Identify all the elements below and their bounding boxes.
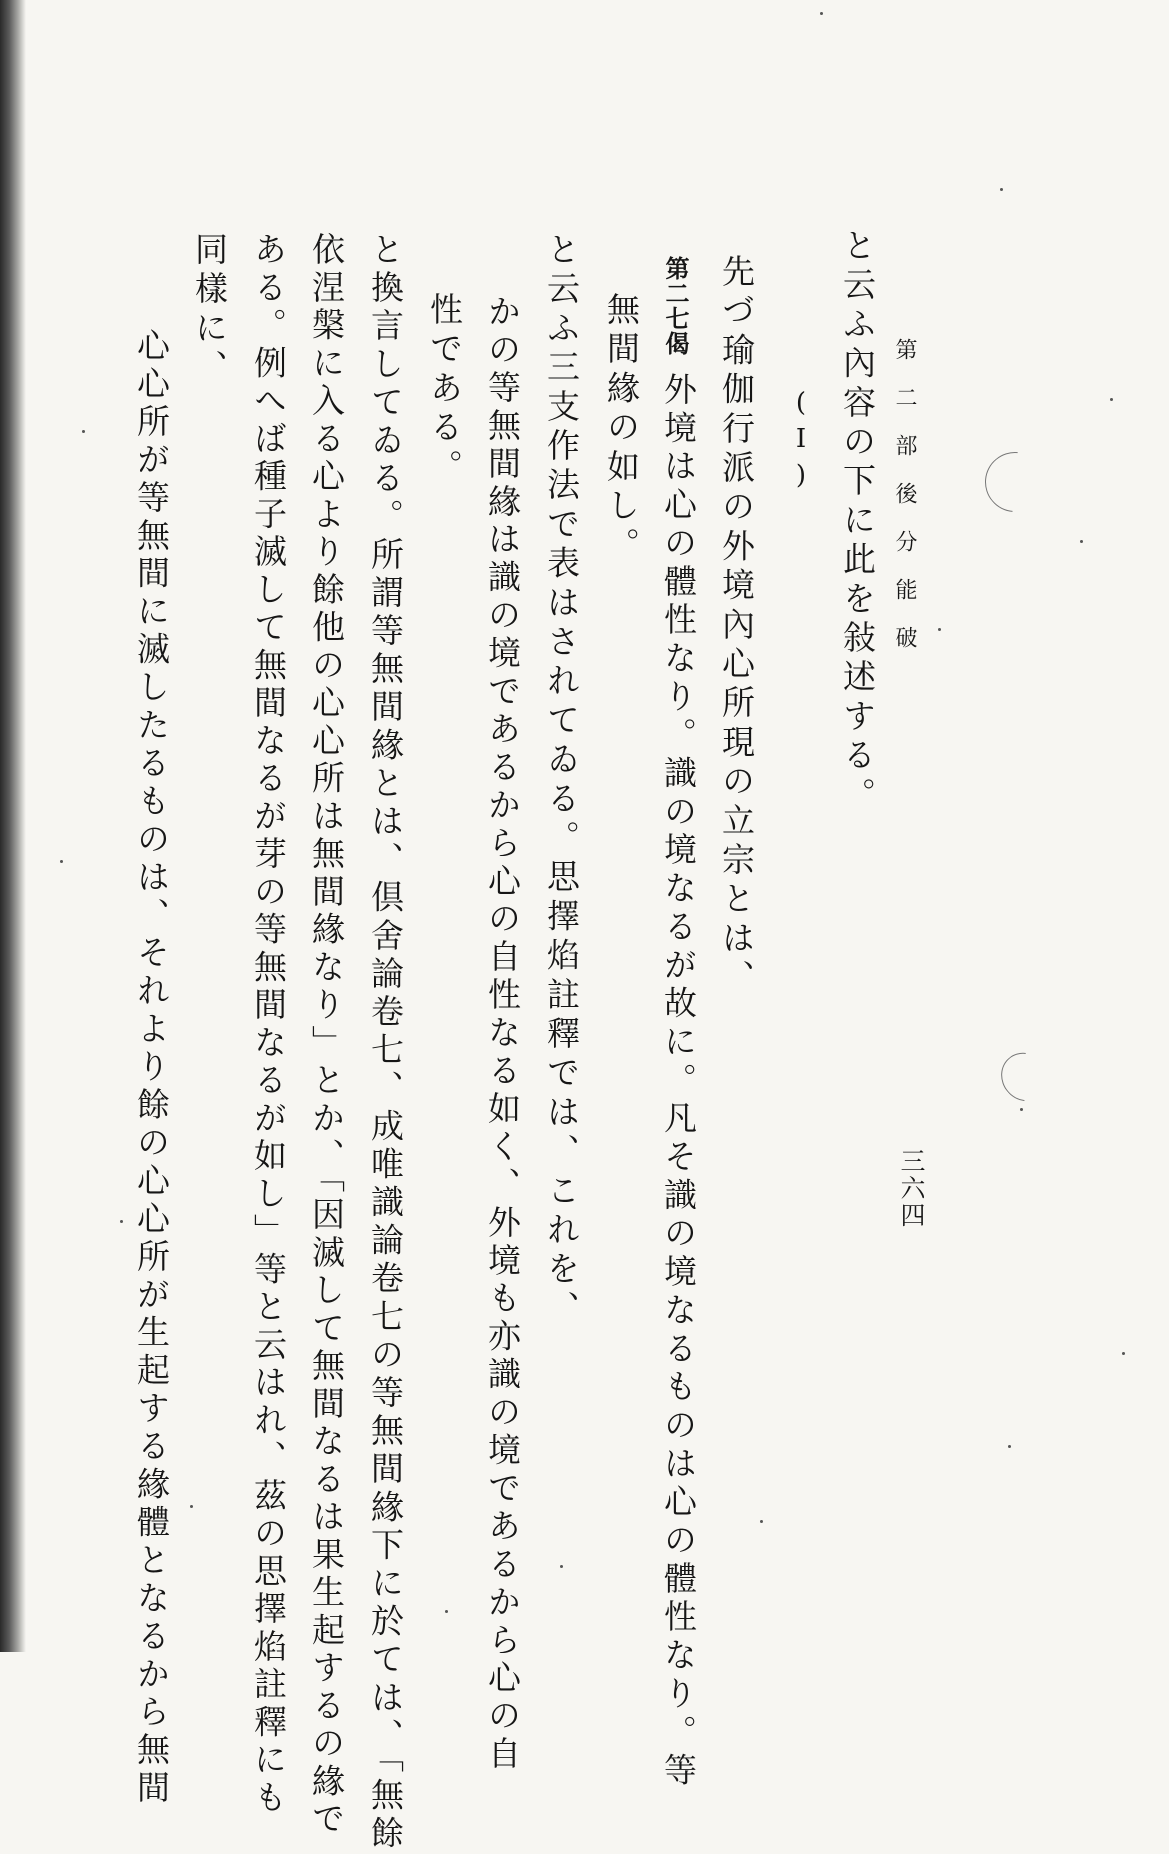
text-line-4: かの等無間緣は識の境であるから心の自性なる如く、外境も亦識の境であるから心の自 — [483, 294, 522, 1775]
text-line-3: と云ふ三支作法で表はされてゐる。思擇焰註釋では、これを、 — [542, 232, 581, 1330]
text-line-1: と云ふ內容の下に此を敍述する。 — [838, 228, 877, 816]
scan-speck — [820, 12, 823, 15]
verse-line-2: 無間緣の如し。 — [602, 292, 641, 567]
scan-speck — [938, 628, 941, 631]
verse-label: 第二七偈 — [661, 256, 690, 356]
scan-speck — [1122, 1352, 1125, 1355]
text-line-7: 依涅槃に入る心より餘他の心心所は無間緣なり」とか、「因滅して無間なるは果生起するの緣で — [307, 232, 346, 1839]
scan-speck — [1080, 540, 1083, 543]
scan-artifact-arc — [991, 1043, 1058, 1111]
text-line-2: 先づ瑜伽行派の外境內心所現の立宗とは、 — [717, 254, 756, 999]
binding-shadow — [0, 0, 26, 1652]
verse-line-1: 外境は心の體性なり。識の境なるが故に。凡そ識の境なるものは心の體性なり。等 — [659, 372, 698, 1791]
text-line-6: と換言してゐる。所謂等無間緣とは、倶舍論卷七、成唯識論卷七の等無間緣下に於ては、「無餘 — [366, 232, 405, 1854]
text-line-8: ある。例へば種子滅して無間なるが芽の等無間なるが如し」等と云はれ、茲の思擇焰註釋にも — [249, 232, 288, 1818]
text-line-10: 心心所が等無間に滅したるものは、それより餘の心心所が生起する緣體となるから無間 — [132, 328, 171, 1809]
scan-speck — [190, 1505, 193, 1508]
scan-speck — [82, 430, 85, 433]
scan-speck — [1110, 398, 1113, 401]
scan-speck — [445, 1610, 448, 1613]
scan-speck — [1008, 1445, 1011, 1448]
scan-speck — [560, 1565, 563, 1568]
scan-speck — [760, 1520, 763, 1523]
text-line-9: 同樣に、 — [190, 232, 229, 389]
running-title: 第二部後分能破 — [892, 338, 917, 674]
scan-speck — [1000, 188, 1003, 191]
scan-speck — [60, 860, 63, 863]
section-number: (Ⅰ) — [786, 388, 816, 497]
scan-speck — [120, 1220, 123, 1223]
scan-artifact-arc — [973, 440, 1058, 525]
text-line-5: 性である。 — [425, 292, 464, 488]
page-number: 三六四 — [897, 1148, 926, 1229]
scan-speck — [1020, 1108, 1023, 1111]
